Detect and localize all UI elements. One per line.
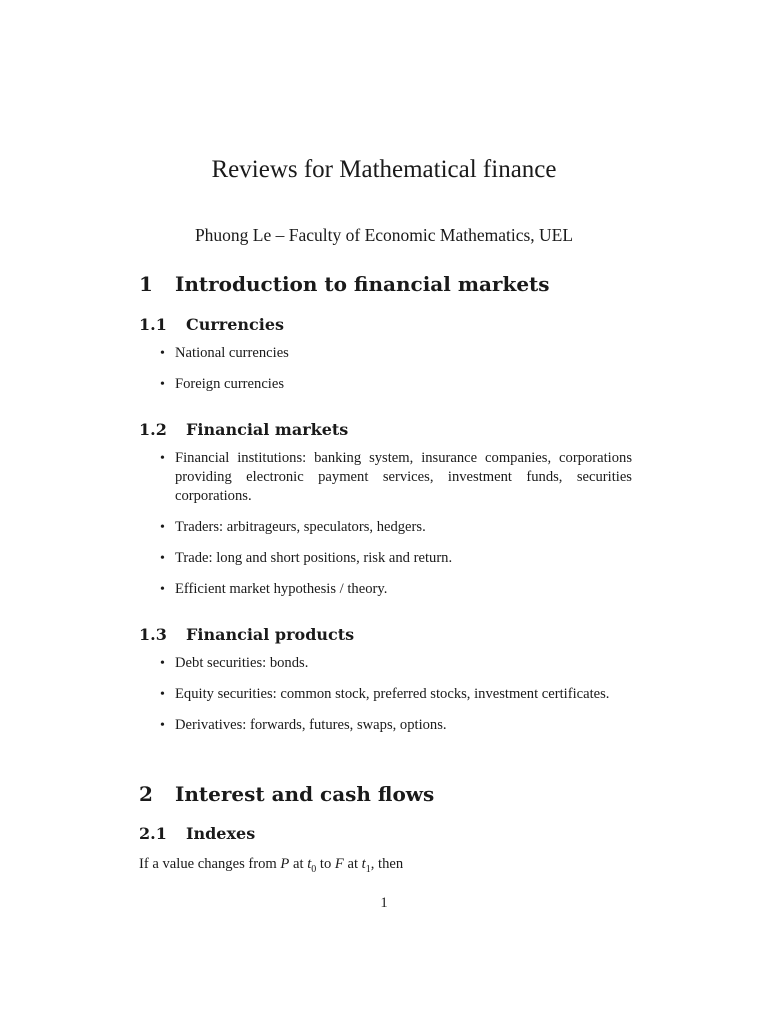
subsection-number: 1.3	[139, 625, 167, 644]
subsection-title: Currencies	[186, 315, 285, 334]
list-item: • Derivatives: forwards, futures, swaps, options.	[160, 716, 632, 735]
subsection-2-1-heading	[139, 824, 255, 843]
subsection-title: Financial markets	[186, 420, 349, 439]
page-number: 1	[380, 895, 388, 911]
para-text: , then	[370, 856, 404, 872]
author-line: Phuong Le – Faculty of Economic Mathematics, UEL	[194, 225, 574, 245]
subsection-1-2-heading	[139, 420, 348, 439]
document-title: Reviews for Mathematical finance	[211, 156, 557, 183]
subsection-title: Indexes	[186, 824, 256, 843]
section-number: 2	[139, 782, 153, 806]
section-title: Interest and cash flows	[175, 782, 435, 806]
math-var-f: F	[334, 856, 344, 872]
para-text: at	[289, 856, 308, 872]
list-item: • Trade: long and short positions, risk and return.	[160, 549, 632, 568]
list-item: • Debt securities: bonds.	[160, 654, 632, 673]
subsection-number: 2.1	[139, 824, 167, 843]
list-item: • Equity securities: common stock, preferred stocks, investment certificates.	[160, 685, 632, 704]
para-text: to	[316, 856, 335, 872]
math-subscript: 1	[365, 863, 371, 875]
math-var-t: t	[361, 856, 366, 872]
financial-markets-list	[160, 449, 632, 611]
section-title: Introduction to financial markets	[175, 272, 550, 296]
list-item: • Financial institutions: banking system, insurance companies, corporations providing electronic payment services, investment funds, securities corporations.	[160, 449, 632, 506]
indexes-paragraph	[139, 855, 629, 879]
subsection-number: 1.2	[139, 420, 167, 439]
subsection-title: Financial products	[186, 625, 355, 644]
list-item: • Efficient market hypothesis / theory.	[160, 580, 632, 599]
section-number: 1	[139, 272, 153, 296]
subsection-1-1-heading	[139, 315, 284, 334]
para-text: If a value changes from	[139, 856, 281, 872]
math-var-t: t	[307, 856, 312, 872]
subsection-number: 1.1	[139, 315, 167, 334]
list-item: • Foreign currencies	[160, 375, 632, 394]
subsection-1-3-heading	[139, 625, 354, 644]
math-var-p: P	[280, 856, 290, 872]
financial-products-list	[160, 654, 632, 747]
section-2-heading	[139, 782, 434, 806]
currencies-list	[160, 344, 632, 406]
section-1-heading	[139, 272, 550, 296]
math-subscript: 0	[311, 863, 317, 875]
list-item: • National currencies	[160, 344, 632, 363]
para-text: at	[343, 856, 362, 872]
list-item: • Traders: arbitrageurs, speculators, hedgers.	[160, 518, 632, 537]
